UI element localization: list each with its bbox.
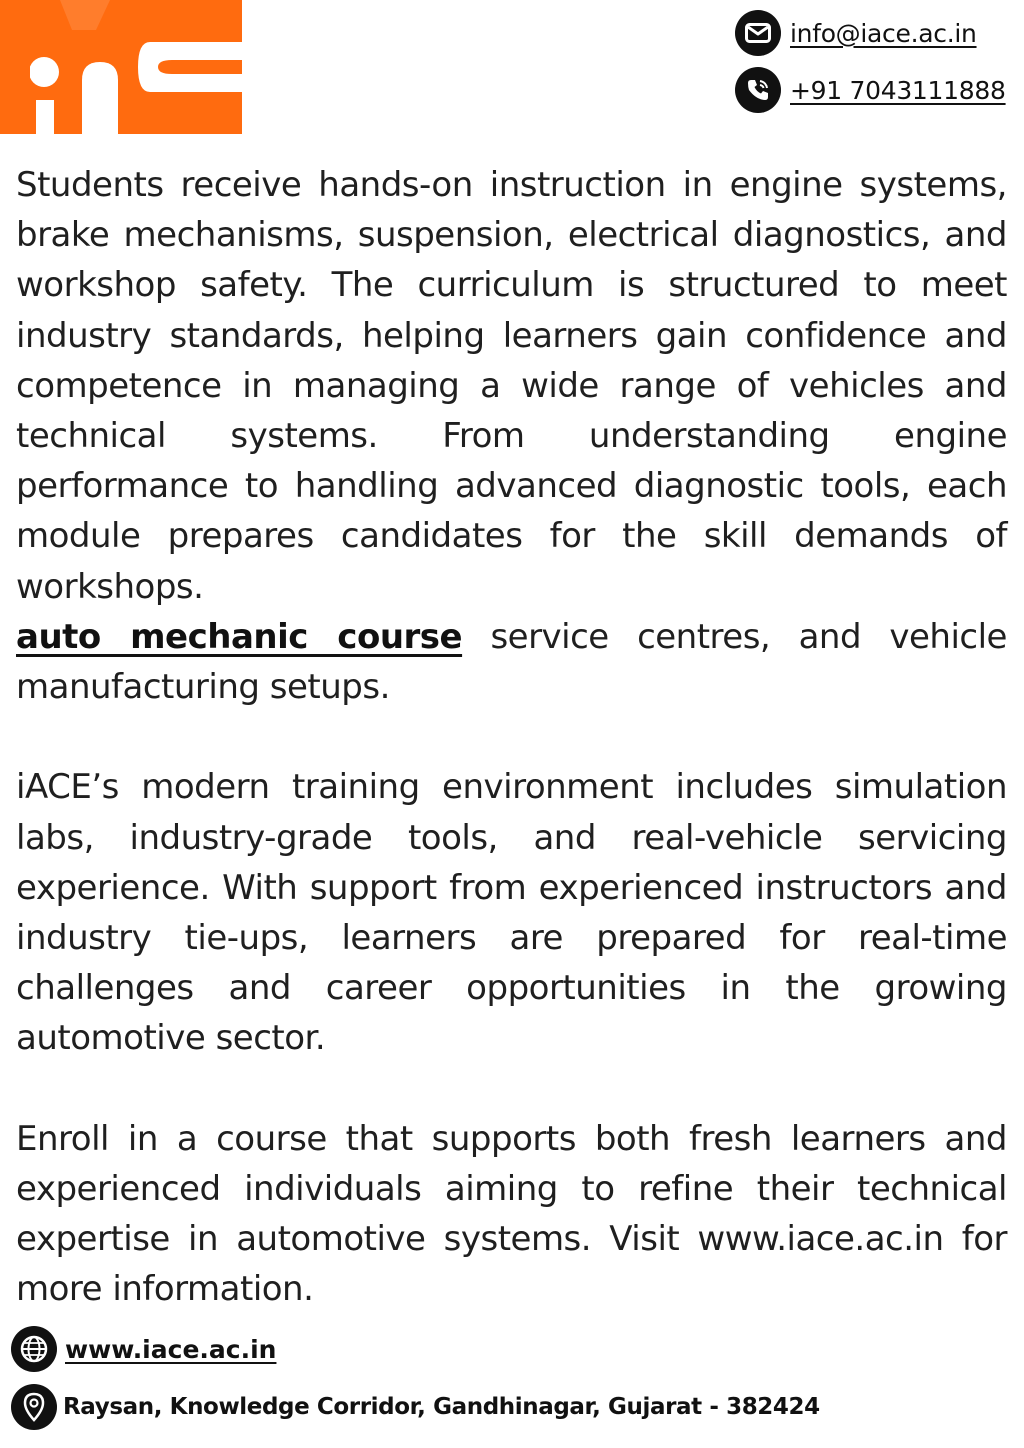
paragraph-curriculum-text: Students receive hands-on instruction in engine systems, brake mechanisms, suspension, electrical diagnostics, and workshop safety. The curriculum is structured to meet industry standards, helping learners gain confidence and competence in managing a wide range of vehicles and technical systems. From understanding engine performance to handling advanced diagnostic tools, each module prepares candidates for the skill demands of workshops. [16,165,1007,607]
header-phone [735,67,1006,113]
paragraph-enroll: Enroll in a course that supports both fresh learners and experienced individuals aiming to refine their technical expertise in automotive systems. Visit www.iace.ac.in for more information. [16,1118,1007,1310]
website-link[interactable]: www.iace.ac.in [65,1334,277,1364]
mail-icon [735,10,781,56]
main-content [16,160,1007,1315]
iace-logo [0,0,242,134]
header-email [735,10,977,56]
paragraph-environment: iACE’s modern training environment includes simulation labs, industry-grade tools, and real-vehicle servicing experience. With support from experienced instructors and industry tie-ups, learners are prepared for real-time challenges and career opportunities in the growing automotive sector. [16,767,1007,1059]
email-link[interactable]: info@iace.ac.in [790,18,977,48]
location-pin-icon [11,1384,57,1430]
phone-link[interactable]: +91 7043111888 [790,75,1006,105]
phone-icon [735,67,781,113]
auto-mechanic-course-link[interactable]: auto mechanic course [16,616,463,657]
footer-address [11,1384,820,1430]
paragraph-curriculum [16,160,1007,712]
address-text: Raysan, Knowledge Corridor, Gandhinagar, Gujarat - 382424 [63,1394,820,1420]
footer-website [11,1326,276,1372]
globe-icon [11,1326,57,1372]
paragraph-curriculum-tail: service centres, and vehicle manufacturing setups. [16,616,1007,708]
